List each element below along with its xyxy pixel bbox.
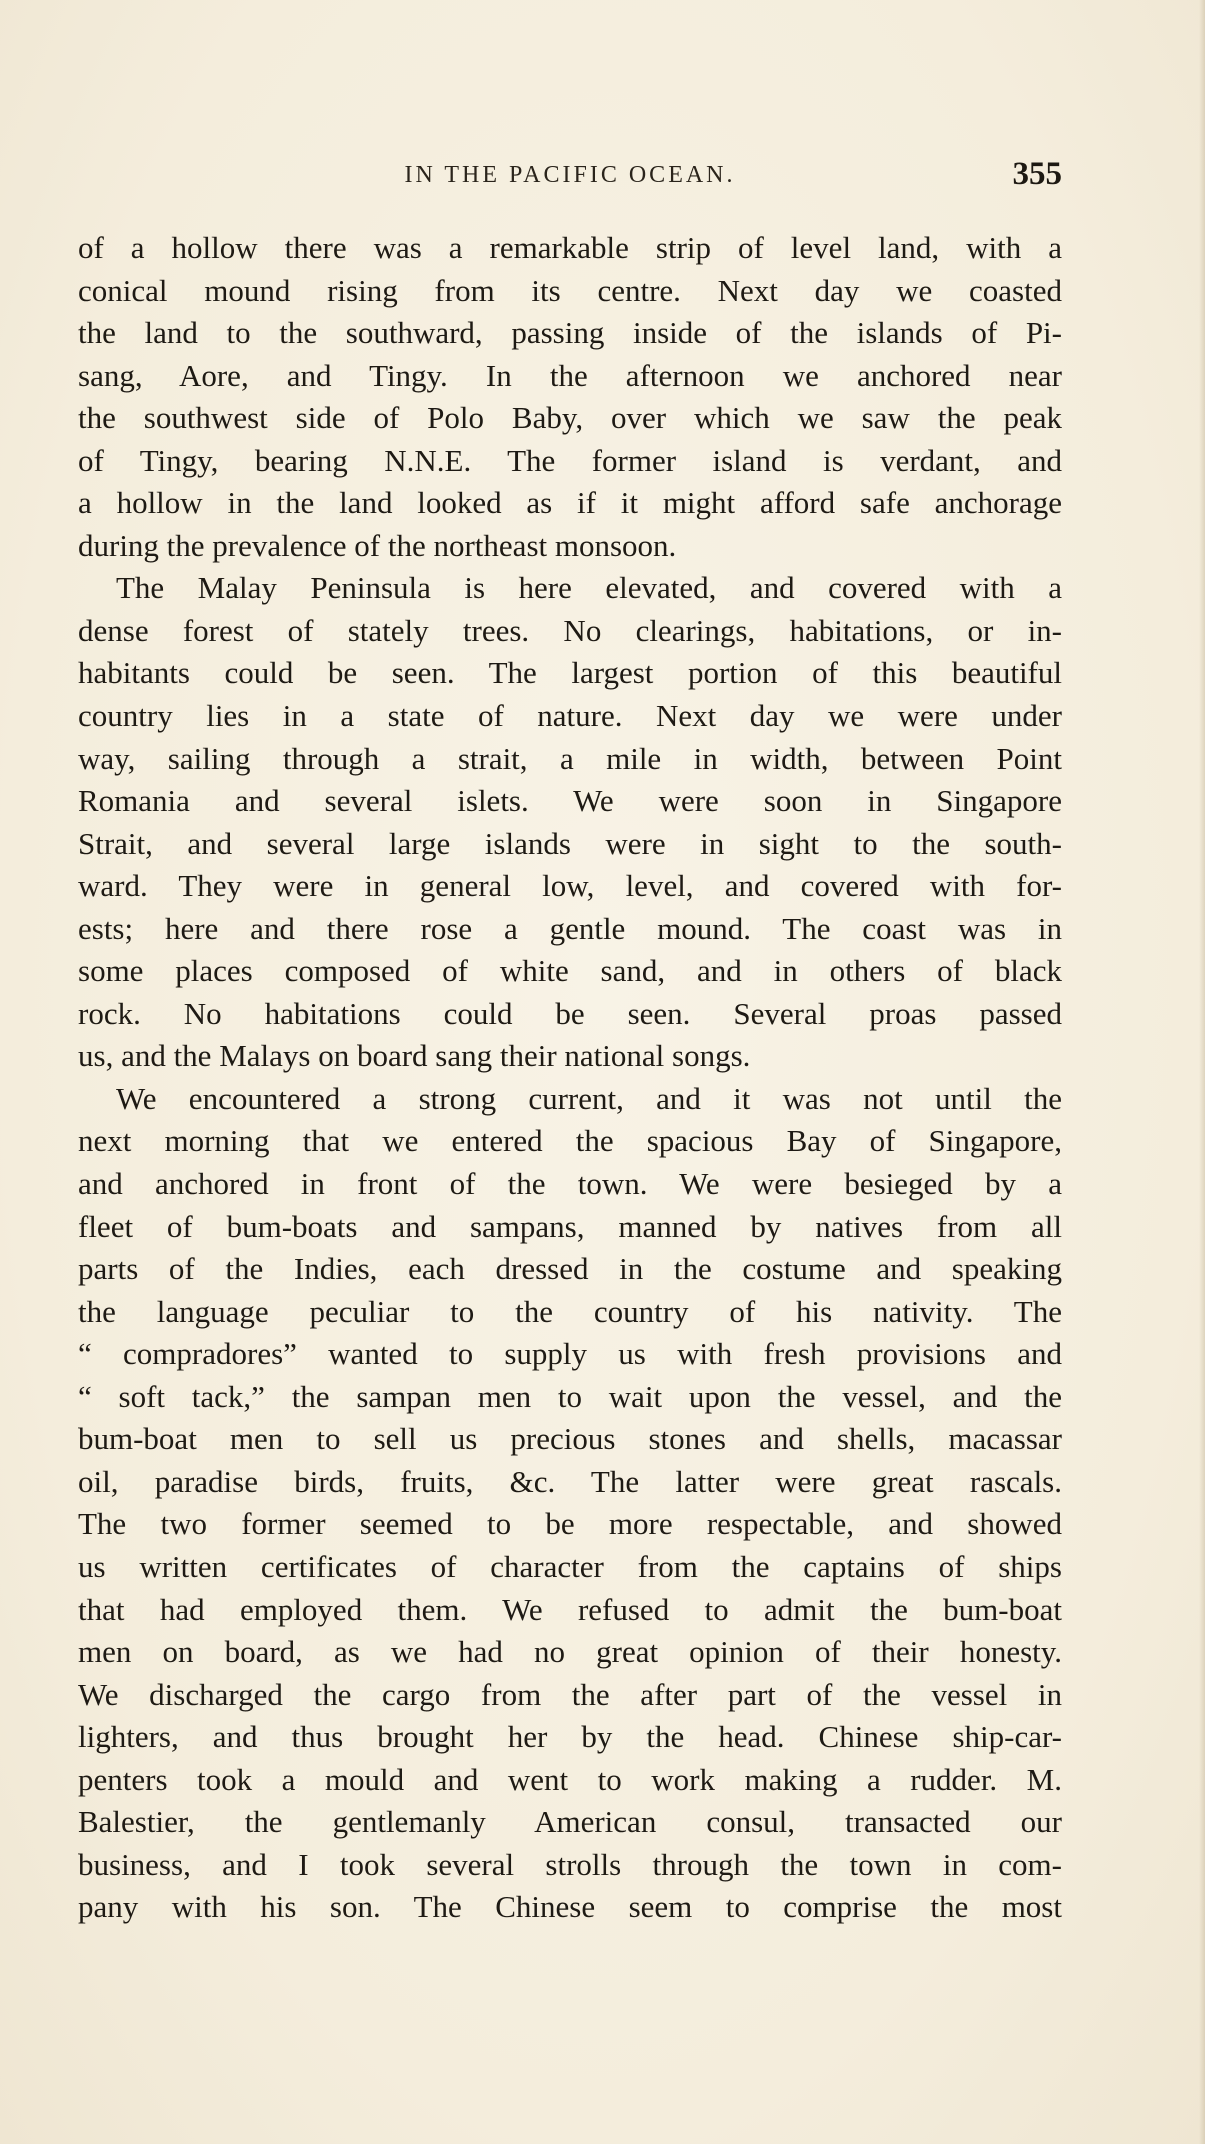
text-line: ests; here and there rose a gentle mound. The coast was in xyxy=(78,910,1062,946)
text-line: and anchored in front of the town. We were besieged by a xyxy=(78,1166,1062,1202)
page-edge-shadow xyxy=(1199,0,1205,2144)
text-line: sang, Aore, and Tingy. In the afternoon we anchored near xyxy=(78,357,1062,393)
text-line: lighters, and thus brought her by the head. Chinese ship-car- xyxy=(78,1719,1062,1755)
text-line: habitants could be seen. The largest portion of this beautiful xyxy=(78,655,1062,691)
text-line: of a hollow there was a remarkable strip of level land, with a xyxy=(78,230,1062,265)
text-line: rock. No habitations could be seen. Several proas passed xyxy=(78,995,1062,1031)
running-title: IN THE PACIFIC OCEAN. xyxy=(404,162,736,188)
text-line: during the prevalence of the northeast monsoon. xyxy=(78,527,677,563)
text-line: ward. They were in general low, level, and covered with for- xyxy=(78,868,1062,904)
text-line: We encountered a strong current, and it was not until the xyxy=(116,1080,1062,1116)
text-line: a hollow in the land looked as if it might afford safe anchorage xyxy=(78,485,1062,521)
text-line: the language peculiar to the country of his nativity. The xyxy=(78,1293,1062,1329)
text-line: us, and the Malays on board sang their national songs. xyxy=(78,1038,751,1074)
text-line: some places composed of white sand, and in others of black xyxy=(78,953,1062,989)
text-line: bum-boat men to sell us precious stones and shells, macassar xyxy=(78,1421,1062,1457)
text-line: We discharged the cargo from the after part of the vessel in xyxy=(78,1676,1062,1712)
text-line: way, sailing through a strait, a mile in width, between Point xyxy=(78,740,1062,776)
body-text xyxy=(78,227,1062,1929)
text-line: dense forest of stately trees. No clearings, habitations, or in- xyxy=(78,612,1062,648)
text-line: men on board, as we had no great opinion of their honesty. xyxy=(78,1634,1062,1670)
text-line: the southwest side of Polo Baby, over which we saw the peak xyxy=(78,400,1062,436)
text-line: parts of the Indies, each dressed in the costume and speaking xyxy=(78,1251,1062,1287)
text-line: of Tingy, bearing N.N.E. The former island is verdant, and xyxy=(78,442,1062,478)
running-head xyxy=(78,158,1062,198)
text-line: country lies in a state of nature. Next day we were under xyxy=(78,698,1062,734)
text-line: Balestier, the gentlemanly American consul, transacted our xyxy=(78,1804,1062,1840)
text-line: The Malay Peninsula is here elevated, and covered with a xyxy=(116,570,1062,606)
text-line: oil, paradise birds, fruits, &c. The latter were great rascals. xyxy=(78,1463,1062,1499)
text-line: “ compradores” wanted to supply us with fresh provisions and xyxy=(78,1336,1062,1372)
text-line: “ soft tack,” the sampan men to wait upon the vessel, and the xyxy=(78,1378,1062,1414)
text-line: penters took a mould and went to work making a rudder. M. xyxy=(78,1761,1062,1797)
text-line: us written certificates of character from the captains of ships xyxy=(78,1548,1062,1584)
text-line: conical mound rising from its centre. Next day we coasted xyxy=(78,272,1062,308)
text-line: pany with his son. The Chinese seem to comprise the most xyxy=(78,1889,1062,1925)
text-line: business, and I took several strolls through the town in com- xyxy=(78,1846,1062,1882)
page-number: 355 xyxy=(1012,156,1062,192)
text-line: The two former seemed to be more respectable, and showed xyxy=(78,1506,1062,1542)
text-line: Strait, and several large islands were in sight to the south- xyxy=(78,825,1062,861)
text-line: the land to the southward, passing inside of the islands of Pi- xyxy=(78,315,1062,351)
text-line: Romania and several islets. We were soon in Singapore xyxy=(78,783,1062,819)
text-line: that had employed them. We refused to admit the bum-boat xyxy=(78,1591,1062,1627)
text-line: next morning that we entered the spacious Bay of Singapore, xyxy=(78,1123,1062,1159)
text-line: fleet of bum-boats and sampans, manned by natives from all xyxy=(78,1208,1062,1244)
